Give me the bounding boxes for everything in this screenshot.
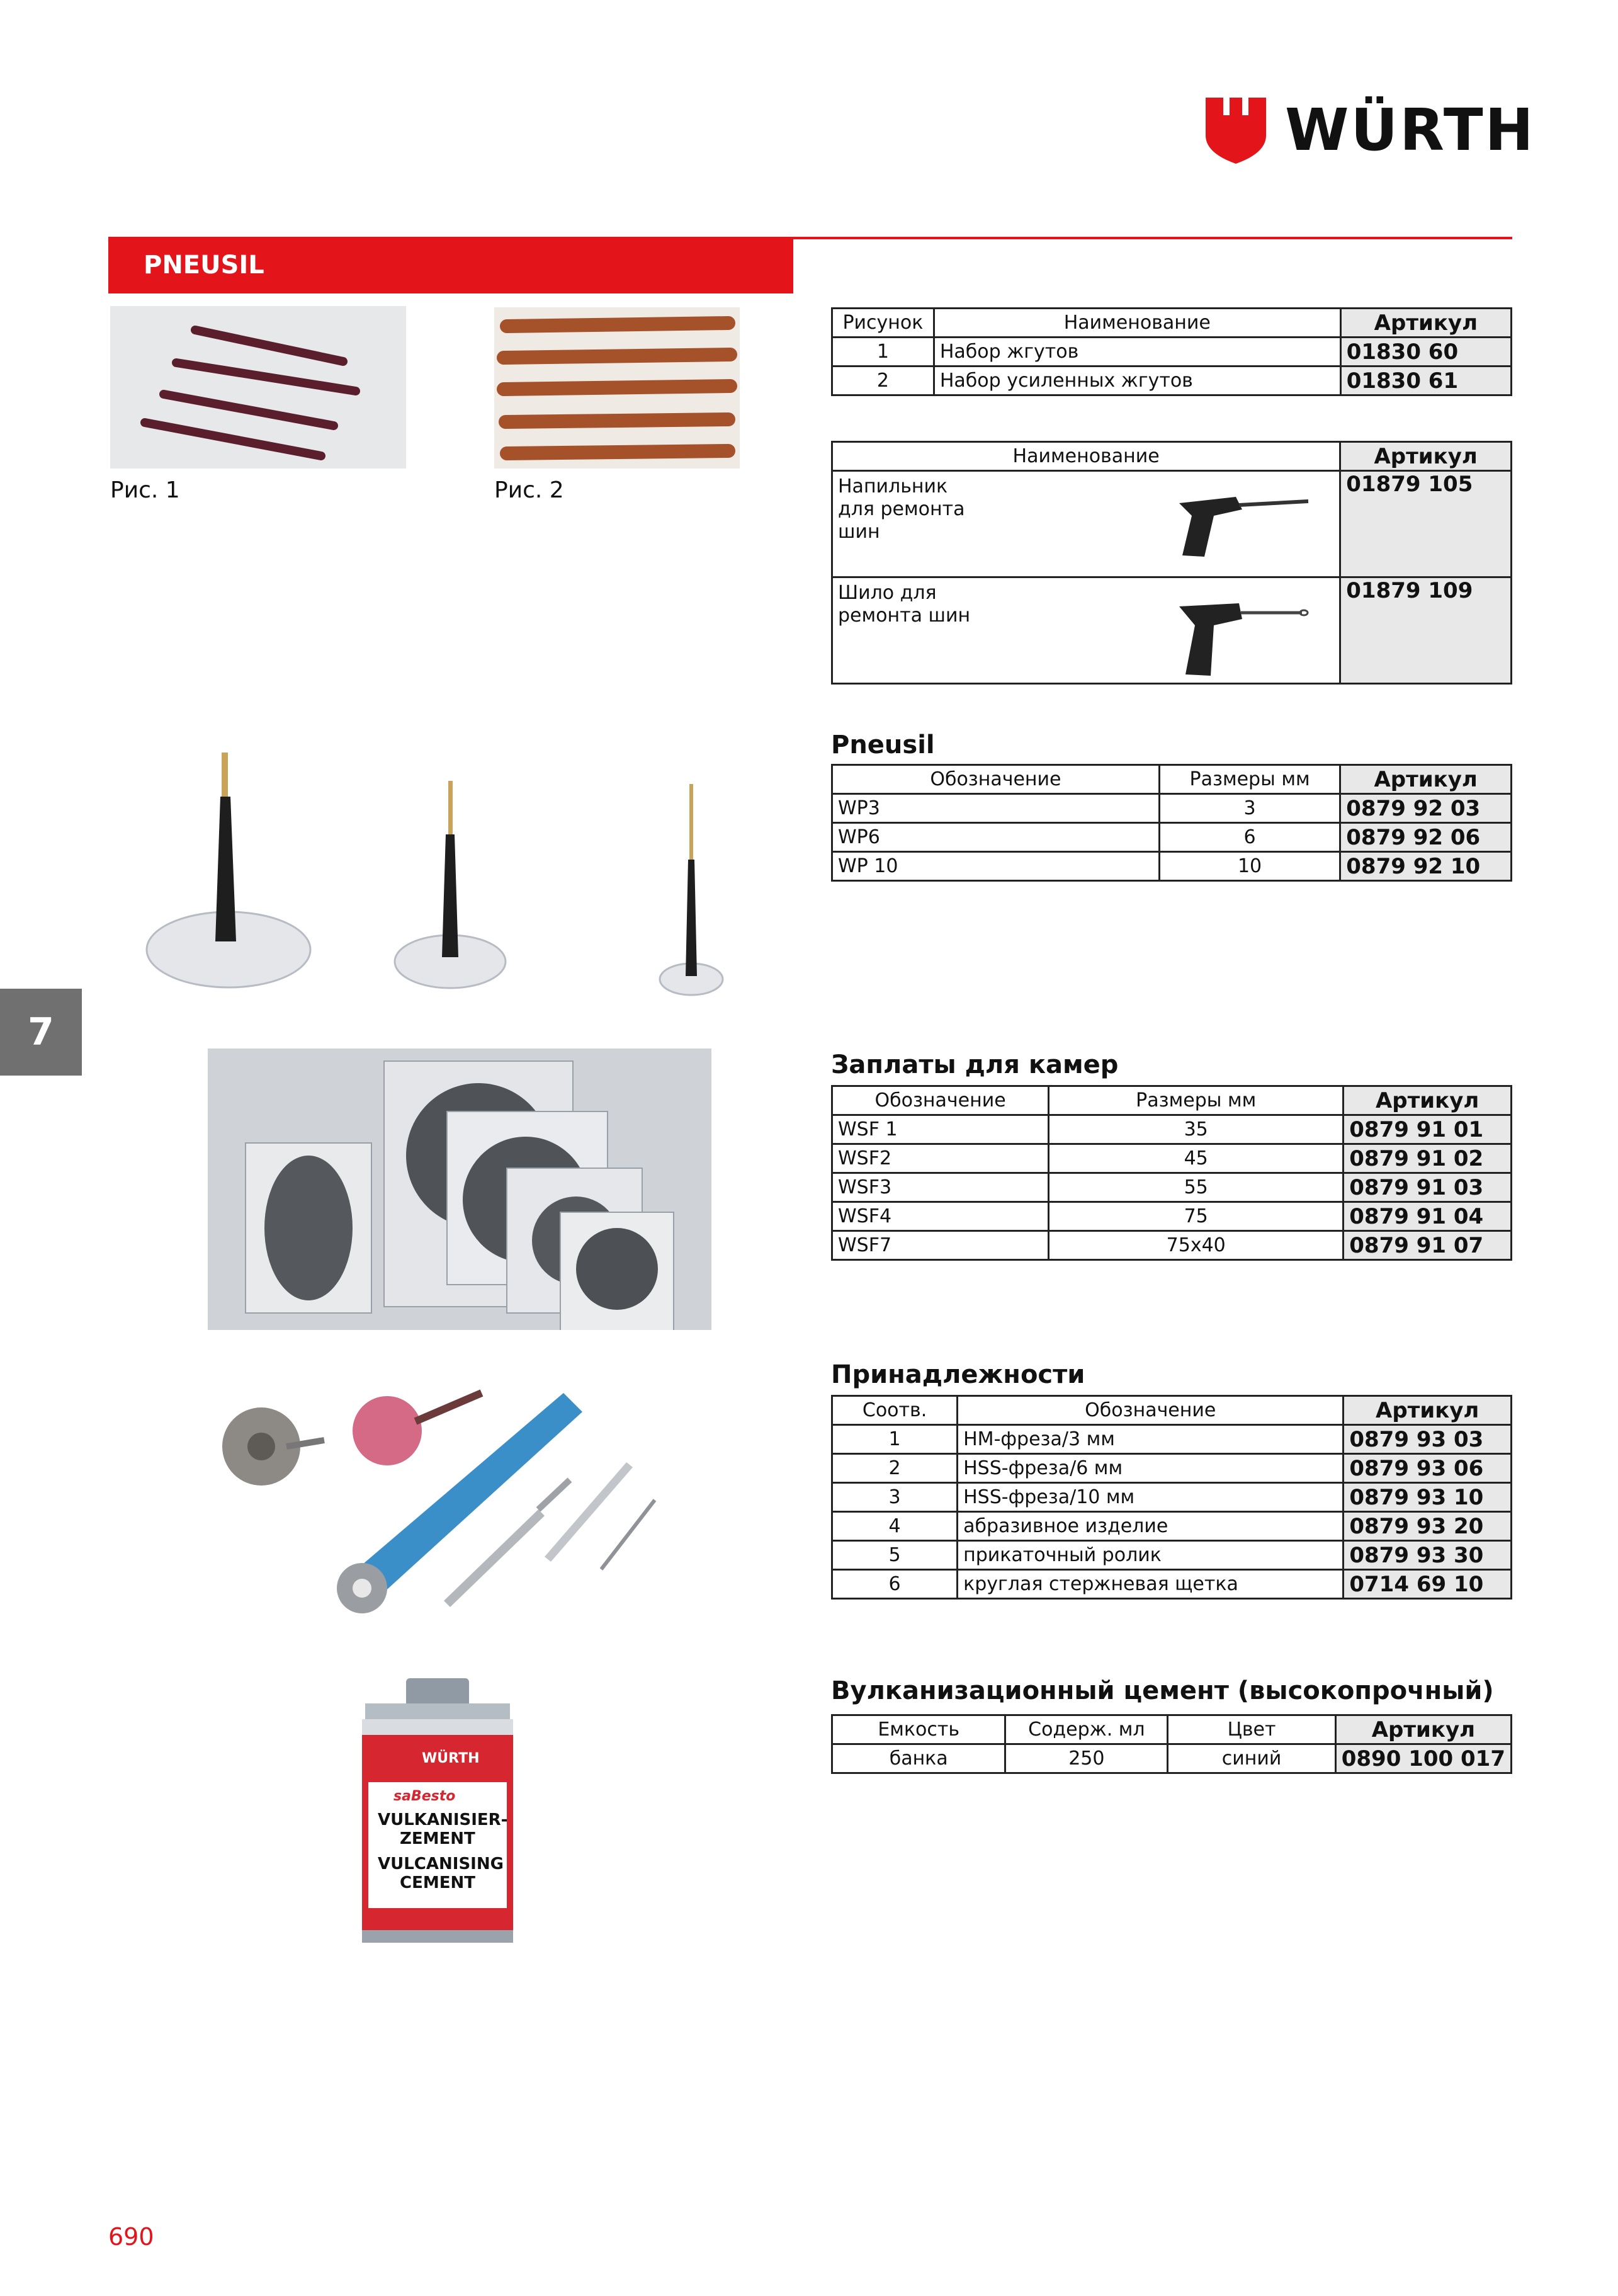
cell-size: 75x40 [1049, 1231, 1344, 1260]
tire-needle-icon [1167, 594, 1311, 682]
table-plug-sets [831, 307, 1512, 396]
patches-title: Заплаты для камер [831, 1050, 1119, 1079]
cell-volume: 250 [1005, 1744, 1168, 1773]
col-designation: Обозначение [958, 1396, 1344, 1425]
cell-size: 55 [1049, 1173, 1344, 1202]
cell-article: 0879 93 30 [1344, 1541, 1512, 1570]
cell-ref: 6 [832, 1570, 958, 1599]
cement-title: Вулканизационный цемент (высокопрочный) [831, 1676, 1494, 1705]
table-row [832, 1541, 1512, 1570]
cell-article: 0879 91 01 [1344, 1115, 1512, 1144]
photo-reinforced-plugs [494, 307, 740, 469]
cell-article: 01830 60 [1340, 338, 1511, 367]
table-row [832, 471, 1512, 577]
cell-designation: прикаточный ролик [958, 1541, 1344, 1570]
cell-name: Шило для ремонта шин [838, 582, 971, 627]
cell-article: 01830 61 [1340, 367, 1511, 395]
table-row [832, 367, 1512, 395]
cell-name: Набор усиленных жгутов [934, 367, 1340, 395]
photo-pneusil-plugs [145, 740, 755, 1008]
cell-ref: 5 [832, 1541, 958, 1570]
cell-tool [832, 577, 1340, 684]
can-line-5: CEMENT [400, 1873, 475, 1892]
table-row [832, 794, 1512, 823]
accessories-title: Принадлежности [831, 1360, 1085, 1389]
col-article: Артикул [1340, 442, 1512, 471]
table-row [832, 1425, 1512, 1454]
cell-article: 0879 92 03 [1340, 794, 1512, 823]
cell-designation: HSS-фреза/10 мм [958, 1483, 1344, 1512]
table-header-row [832, 1086, 1512, 1115]
cell-designation: WP6 [832, 823, 1160, 852]
table-row [832, 1570, 1512, 1599]
page-number: 690 [108, 2223, 154, 2251]
reinforced-plugs-image [494, 307, 740, 469]
cell-color: синий [1168, 1744, 1335, 1773]
table-row [832, 823, 1512, 852]
figure-2-caption: Рис. 2 [494, 477, 564, 503]
tire-reamer-icon [1167, 487, 1311, 563]
photo-tube-patches [208, 1049, 711, 1330]
cell-ref: 2 [832, 1454, 958, 1483]
photo-accessories [192, 1368, 721, 1640]
can-line-1: saBesto [393, 1788, 456, 1804]
cell-size: 10 [1159, 852, 1340, 881]
cell-tool [832, 471, 1340, 577]
col-size: Размеры мм [1159, 765, 1340, 794]
cell-designation: WP 10 [832, 852, 1160, 881]
cell-size: 75 [1049, 1202, 1344, 1231]
can-brand: WÜRTH [422, 1751, 480, 1766]
cell-article: 0879 91 02 [1344, 1144, 1512, 1173]
col-article: Артикул [1335, 1715, 1511, 1744]
table-header-row [832, 1715, 1512, 1744]
cell-article: 0879 92 10 [1340, 852, 1512, 881]
cell-article: 0879 92 06 [1340, 823, 1512, 852]
table-row [832, 1144, 1512, 1173]
table-repair-tools [831, 441, 1512, 685]
table-row [832, 1454, 1512, 1483]
col-figure: Рисунок [832, 309, 934, 338]
table-row [832, 1202, 1512, 1231]
table-row [832, 338, 1512, 367]
col-ref: Соотв. [832, 1396, 958, 1425]
cell-article: 01879 109 [1340, 577, 1512, 684]
cell-figure: 2 [832, 367, 934, 395]
cell-name: Напильник для ремонта шин [838, 475, 965, 543]
cell-designation: круглая стержневая щетка [958, 1570, 1344, 1599]
table-row [832, 1173, 1512, 1202]
table-header-row [832, 1396, 1512, 1425]
table-row [832, 1231, 1512, 1260]
cell-designation: WSF 1 [832, 1115, 1049, 1144]
cell-designation: WSF7 [832, 1231, 1049, 1260]
figure-1-caption: Рис. 1 [110, 477, 180, 503]
pneusil-plugs-image [145, 740, 755, 1008]
tube-patches-image [208, 1049, 711, 1330]
table-patches [831, 1085, 1512, 1261]
col-article: Артикул [1344, 1086, 1512, 1115]
cell-article: 0879 93 20 [1344, 1512, 1512, 1541]
plug-strings-image [110, 306, 406, 469]
col-volume: Содерж. мл [1005, 1715, 1168, 1744]
cell-designation: абразивное изделие [958, 1512, 1344, 1541]
col-designation: Обозначение [832, 765, 1160, 794]
cell-size: 35 [1049, 1115, 1344, 1144]
cell-ref: 3 [832, 1483, 958, 1512]
col-color: Цвет [1168, 1715, 1335, 1744]
col-article: Артикул [1340, 309, 1511, 338]
can-line-2: VULKANISIER- [378, 1810, 508, 1829]
cell-article: 01879 105 [1340, 471, 1512, 577]
col-article: Артикул [1344, 1396, 1512, 1425]
table-row [832, 1483, 1512, 1512]
section-header-line [793, 237, 1512, 239]
table-row [832, 1744, 1512, 1773]
cell-container: банка [832, 1744, 1005, 1773]
cell-article: 0714 69 10 [1344, 1570, 1512, 1599]
cell-ref: 1 [832, 1425, 958, 1454]
table-cement [831, 1714, 1512, 1774]
col-designation: Обозначение [832, 1086, 1049, 1115]
table-pneusil [831, 764, 1512, 882]
can-line-4: VULCANISING [378, 1855, 504, 1873]
cell-article: 0879 93 10 [1344, 1483, 1512, 1512]
col-article: Артикул [1340, 765, 1512, 794]
wurth-logo-icon [1206, 98, 1266, 164]
cell-size: 6 [1159, 823, 1340, 852]
col-size: Размеры мм [1049, 1086, 1344, 1115]
cell-ref: 4 [832, 1512, 958, 1541]
table-header-row [832, 309, 1512, 338]
table-row [832, 1512, 1512, 1541]
table-accessories [831, 1395, 1512, 1600]
cell-article: 0879 93 06 [1344, 1454, 1512, 1483]
cell-article: 0890 100 017 [1335, 1744, 1511, 1773]
chapter-tab: 7 [0, 989, 82, 1076]
col-name: Наименование [934, 309, 1340, 338]
cell-size: 3 [1159, 794, 1340, 823]
accessories-image [192, 1368, 721, 1640]
cell-designation: WSF4 [832, 1202, 1049, 1231]
table-header-row [832, 765, 1512, 794]
photo-plug-strings [110, 306, 406, 469]
cell-article: 0879 91 04 [1344, 1202, 1512, 1231]
section-title: PNEUSIL [144, 251, 264, 280]
table-row [832, 852, 1512, 881]
cell-figure: 1 [832, 338, 934, 367]
brand-name: WÜRTH [1285, 96, 1536, 164]
cell-designation: WSF2 [832, 1144, 1049, 1173]
col-name: Наименование [832, 442, 1340, 471]
cell-name: Набор жгутов [934, 338, 1340, 367]
table-header-row [832, 442, 1512, 471]
table-row [832, 1115, 1512, 1144]
cell-designation: HM-фреза/3 мм [958, 1425, 1344, 1454]
cell-size: 45 [1049, 1144, 1344, 1173]
cell-designation: WSF3 [832, 1173, 1049, 1202]
cell-designation: WP3 [832, 794, 1160, 823]
photo-cement-can [334, 1675, 541, 1952]
can-line-3: ZEMENT [400, 1829, 475, 1848]
pneusil-title: Pneusil [831, 730, 935, 759]
table-row [832, 577, 1512, 684]
cell-designation: HSS-фреза/6 мм [958, 1454, 1344, 1483]
wurth-logo [1206, 96, 1536, 167]
cell-article: 0879 93 03 [1344, 1425, 1512, 1454]
cell-article: 0879 91 07 [1344, 1231, 1512, 1260]
cell-article: 0879 91 03 [1344, 1173, 1512, 1202]
col-container: Емкость [832, 1715, 1005, 1744]
